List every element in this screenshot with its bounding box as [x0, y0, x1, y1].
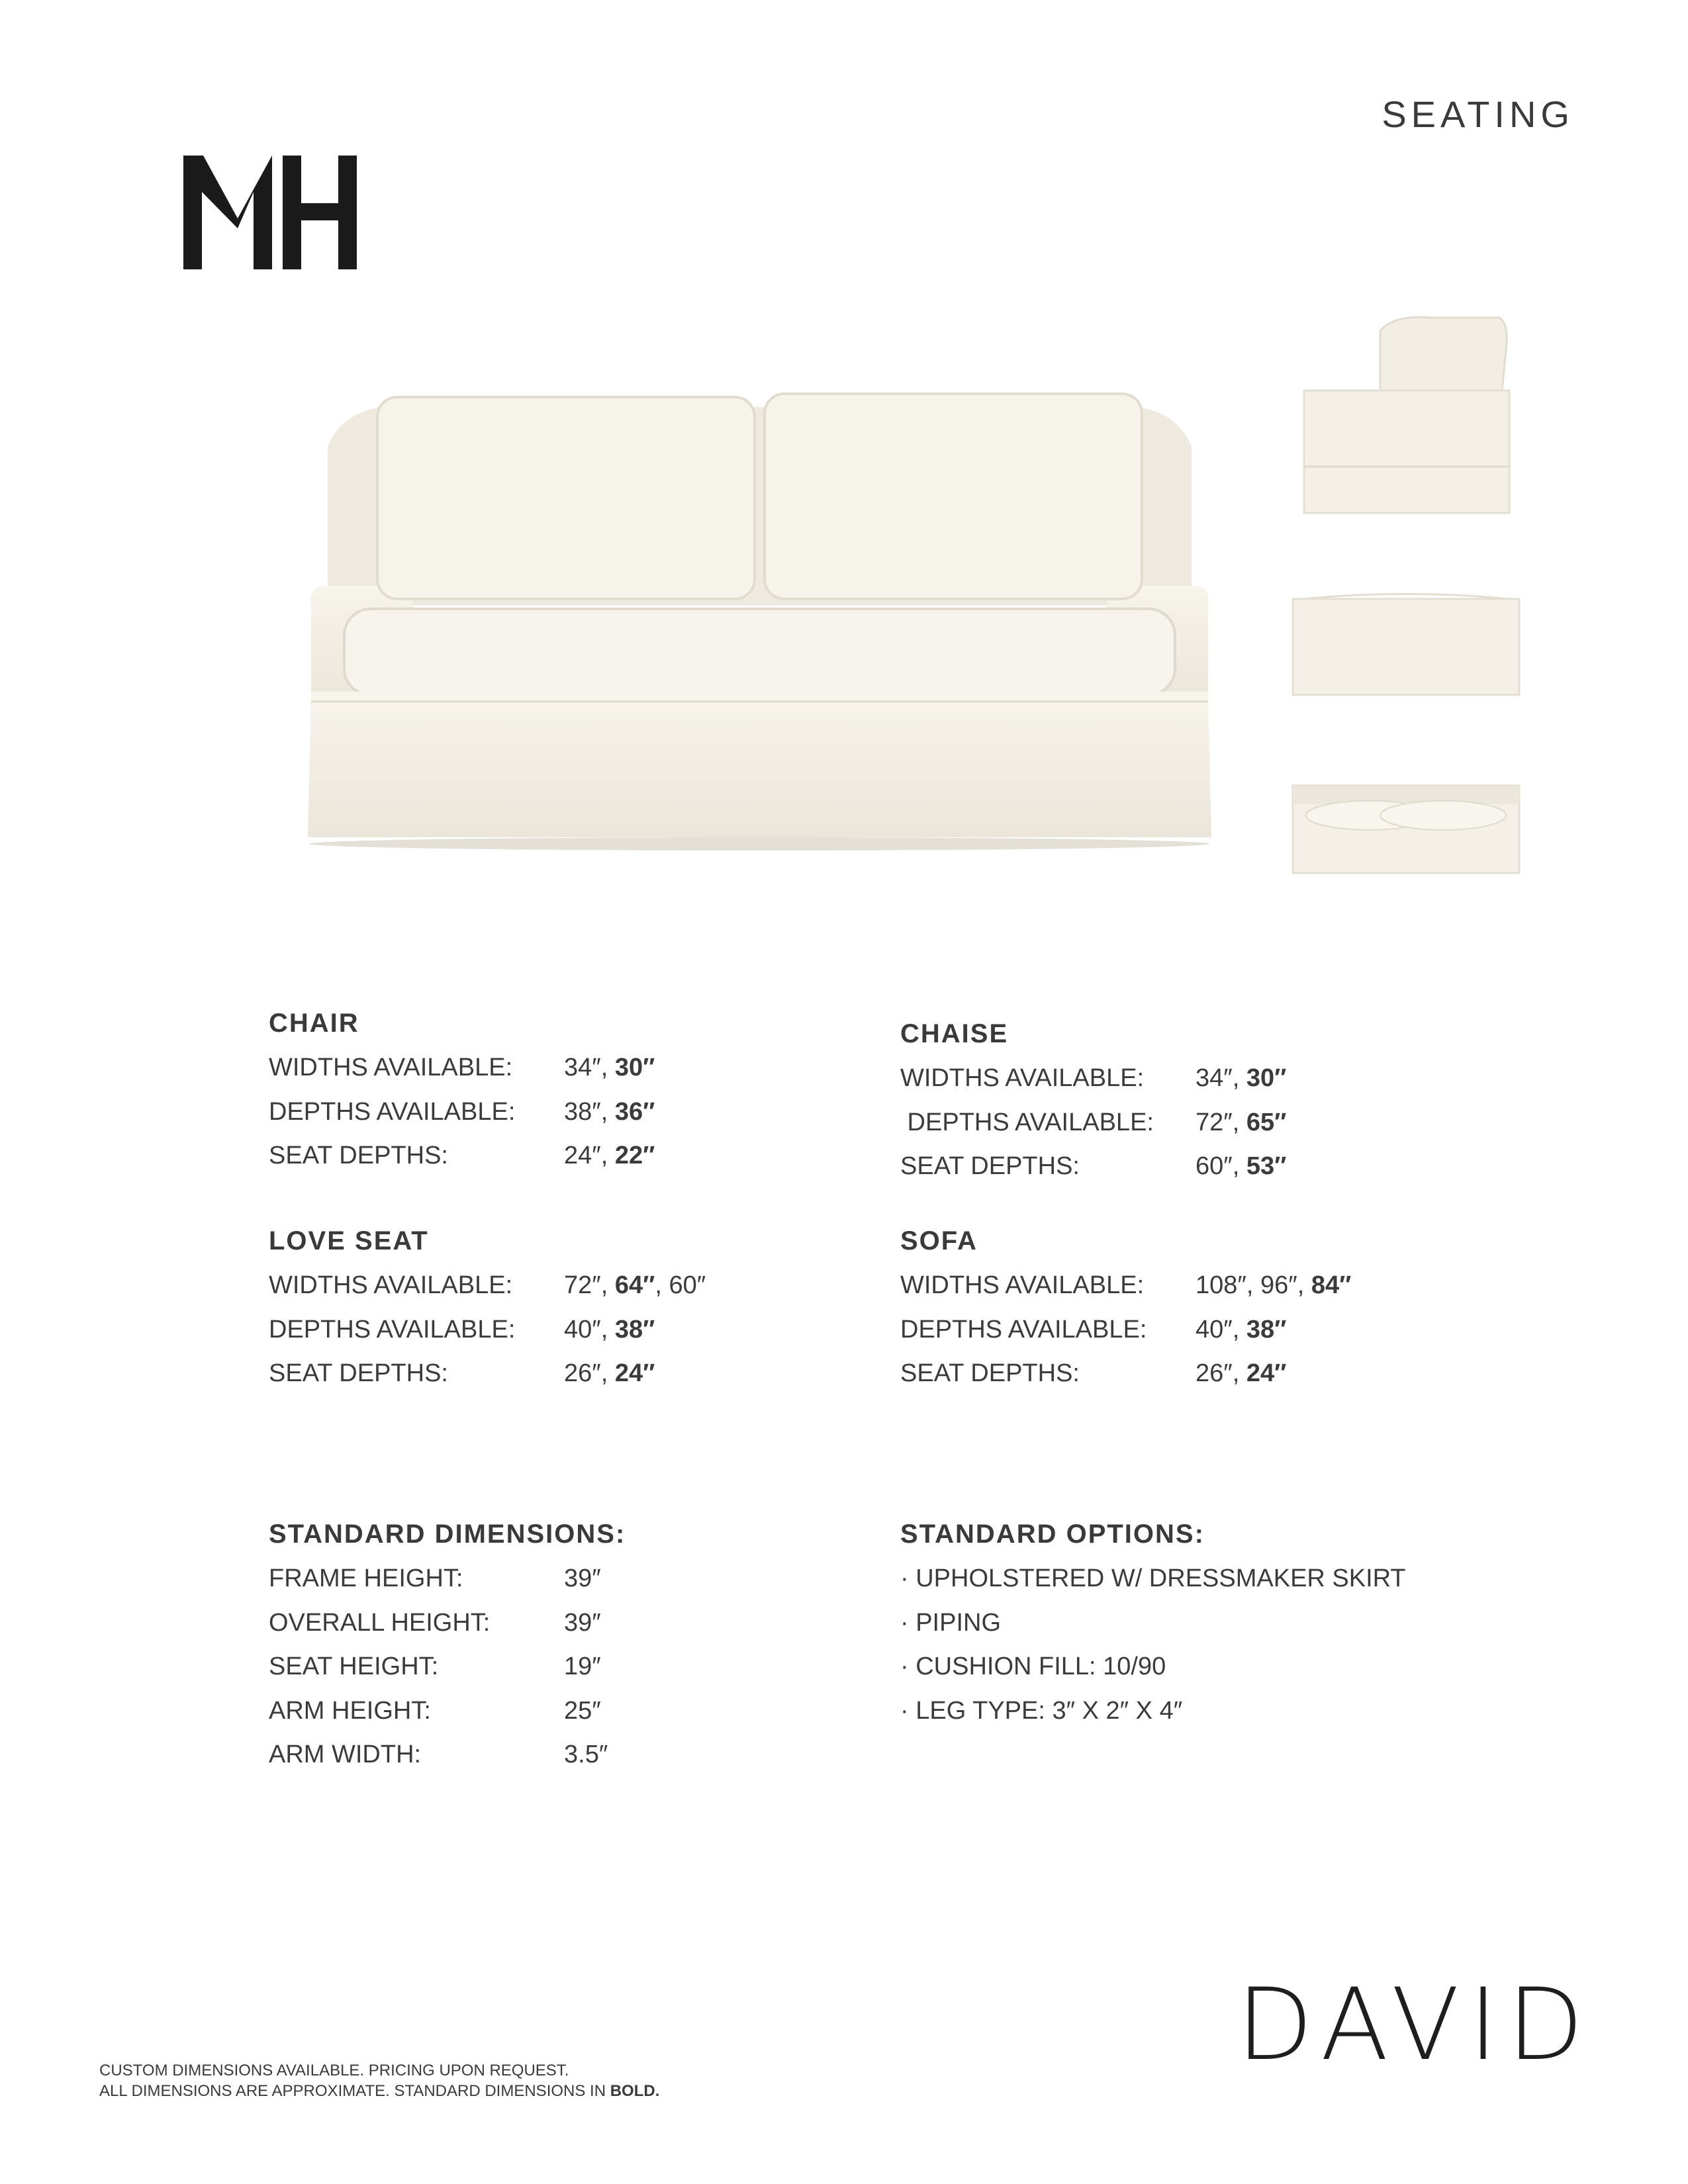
- spec-label: OVERALL HEIGHT:: [269, 1608, 491, 1637]
- spec-value: [1196, 1152, 1286, 1196]
- spec-value: [564, 1359, 655, 1403]
- love-seat-specs: [269, 1226, 706, 1403]
- footer-note: [99, 2060, 659, 2101]
- spec-row: [269, 1608, 626, 1653]
- footer-bold-word: BOLD.: [610, 2082, 660, 2100]
- spec-value: [564, 1696, 601, 1741]
- chair-side-image: [1301, 311, 1516, 520]
- standard-value: 38″: [1246, 1315, 1287, 1343]
- spec-row: [269, 1271, 706, 1315]
- standard-value: 30″: [614, 1054, 655, 1081]
- footer-line-2: [99, 2081, 659, 2101]
- spec-label: DEPTHS AVAILABLE:: [900, 1315, 1147, 1343]
- standard-value: 64″: [614, 1271, 655, 1299]
- spec-row: [900, 1271, 1351, 1315]
- value-part: 25″: [564, 1696, 601, 1725]
- value-part: 40″,: [564, 1315, 615, 1343]
- chair-specs: [269, 1009, 655, 1185]
- value-part: 108″, 96″,: [1196, 1271, 1311, 1299]
- value-part: 26″,: [564, 1359, 615, 1388]
- standard-options: [900, 1520, 1406, 1740]
- spec-row: [269, 1053, 655, 1097]
- standard-value: 65″: [1246, 1108, 1287, 1136]
- spec-value: [564, 1097, 655, 1142]
- spec-label: SEAT DEPTHS:: [900, 1359, 1080, 1388]
- spec-value: [564, 1053, 655, 1097]
- spec-value: [1196, 1064, 1286, 1108]
- value-part: 72″,: [1196, 1108, 1246, 1136]
- spec-value: [564, 1740, 608, 1784]
- spec-value: [564, 1652, 601, 1696]
- spec-row: [900, 1152, 1286, 1196]
- spec-row: [900, 1108, 1286, 1152]
- mh-logo: [183, 156, 357, 269]
- standard-value: 84″: [1311, 1271, 1352, 1299]
- standard-value: 36″: [614, 1097, 655, 1126]
- spec-value: [564, 1608, 601, 1653]
- value-part: 19″: [564, 1653, 601, 1681]
- sofa-top-image: [1289, 782, 1523, 876]
- option-item: · CUSHION FILL: 10/90: [900, 1653, 1166, 1681]
- chaise-title: CHAISE: [900, 1019, 1009, 1048]
- footer-line-2-text: ALL DIMENSIONS ARE APPROXIMATE. STANDARD DIMENSIONS IN: [99, 2082, 610, 2100]
- spec-label: SEAT DEPTHS:: [269, 1359, 448, 1388]
- standard-value: 24″: [1246, 1359, 1287, 1388]
- value-part: , 60″: [655, 1271, 706, 1299]
- spec-label: SEAT HEIGHT:: [269, 1653, 439, 1681]
- spec-label: DEPTHS AVAILABLE:: [269, 1097, 516, 1126]
- value-part: 60″,: [1196, 1152, 1246, 1181]
- love-seat-title: LOVE SEAT: [269, 1226, 429, 1255]
- sofa-specs: [900, 1226, 1351, 1403]
- option-item: · PIPING: [900, 1608, 1002, 1637]
- chaise-specs: [900, 1019, 1286, 1196]
- spec-label: DEPTHS AVAILABLE:: [900, 1108, 1154, 1136]
- spec-row: [269, 1564, 626, 1608]
- spec-label: DEPTHS AVAILABLE:: [269, 1315, 516, 1343]
- sofa-front-image: [301, 387, 1218, 850]
- category-title: SEATING: [1382, 93, 1574, 135]
- spec-value: [1196, 1359, 1286, 1403]
- standard-value: 24″: [614, 1359, 655, 1388]
- spec-row: [900, 1315, 1351, 1359]
- sofa-title: SOFA: [900, 1226, 978, 1255]
- standard-value: 30″: [1246, 1064, 1287, 1092]
- value-part: 3.5″: [564, 1741, 608, 1769]
- spec-row: [269, 1740, 626, 1784]
- spec-row: [269, 1359, 706, 1403]
- spec-row: [900, 1359, 1351, 1403]
- spec-label: FRAME HEIGHT:: [269, 1565, 463, 1592]
- standard-value: 38″: [614, 1315, 655, 1343]
- spec-label: WIDTHS AVAILABLE:: [269, 1271, 513, 1299]
- options-title: STANDARD OPTIONS:: [900, 1520, 1205, 1549]
- spec-value: [1196, 1271, 1351, 1315]
- standard-value: 53″: [1246, 1152, 1287, 1181]
- value-part: 34″,: [564, 1054, 615, 1081]
- spec-row: [269, 1141, 655, 1185]
- spec-row: [269, 1652, 626, 1696]
- value-part: 38″,: [564, 1097, 615, 1126]
- spec-row: [900, 1064, 1286, 1108]
- value-part: 40″,: [1196, 1315, 1246, 1343]
- spec-value: [1196, 1108, 1286, 1152]
- spec-label: WIDTHS AVAILABLE:: [900, 1064, 1145, 1092]
- spec-label: WIDTHS AVAILABLE:: [269, 1054, 513, 1081]
- spec-value: [1196, 1315, 1286, 1359]
- spec-value: [564, 1271, 706, 1315]
- spec-row: [269, 1097, 655, 1142]
- value-part: 34″,: [1196, 1064, 1246, 1092]
- value-part: 39″: [564, 1565, 601, 1592]
- spec-label: SEAT DEPTHS:: [900, 1152, 1080, 1181]
- spec-value: [564, 1141, 655, 1185]
- chair-title: CHAIR: [269, 1009, 359, 1038]
- value-part: 39″: [564, 1608, 601, 1637]
- spec-row: [269, 1696, 626, 1741]
- value-part: 24″,: [564, 1142, 615, 1170]
- footer-line-1: CUSTOM DIMENSIONS AVAILABLE. PRICING UPON REQUEST.: [99, 2062, 569, 2079]
- sofa-back-image: [1289, 586, 1523, 698]
- brand-name: DAVID: [1237, 1968, 1593, 2083]
- spec-label: WIDTHS AVAILABLE:: [900, 1271, 1145, 1299]
- option-item: · UPHOLSTERED W/ DRESSMAKER SKIRT: [900, 1565, 1406, 1592]
- spec-value: [564, 1564, 601, 1608]
- standard-dimensions-title: STANDARD DIMENSIONS:: [269, 1520, 626, 1549]
- value-part: 26″,: [1196, 1359, 1246, 1388]
- spec-label: ARM HEIGHT:: [269, 1696, 431, 1725]
- spec-label: ARM WIDTH:: [269, 1741, 422, 1769]
- standard-dimensions-specs: [269, 1520, 626, 1784]
- standard-value: 22″: [614, 1142, 655, 1170]
- spec-value: [564, 1315, 655, 1359]
- spec-label: SEAT DEPTHS:: [269, 1142, 448, 1170]
- spec-row: [269, 1315, 706, 1359]
- value-part: 72″,: [564, 1271, 615, 1299]
- option-item: · LEG TYPE: 3″ X 2″ X 4″: [900, 1696, 1183, 1725]
